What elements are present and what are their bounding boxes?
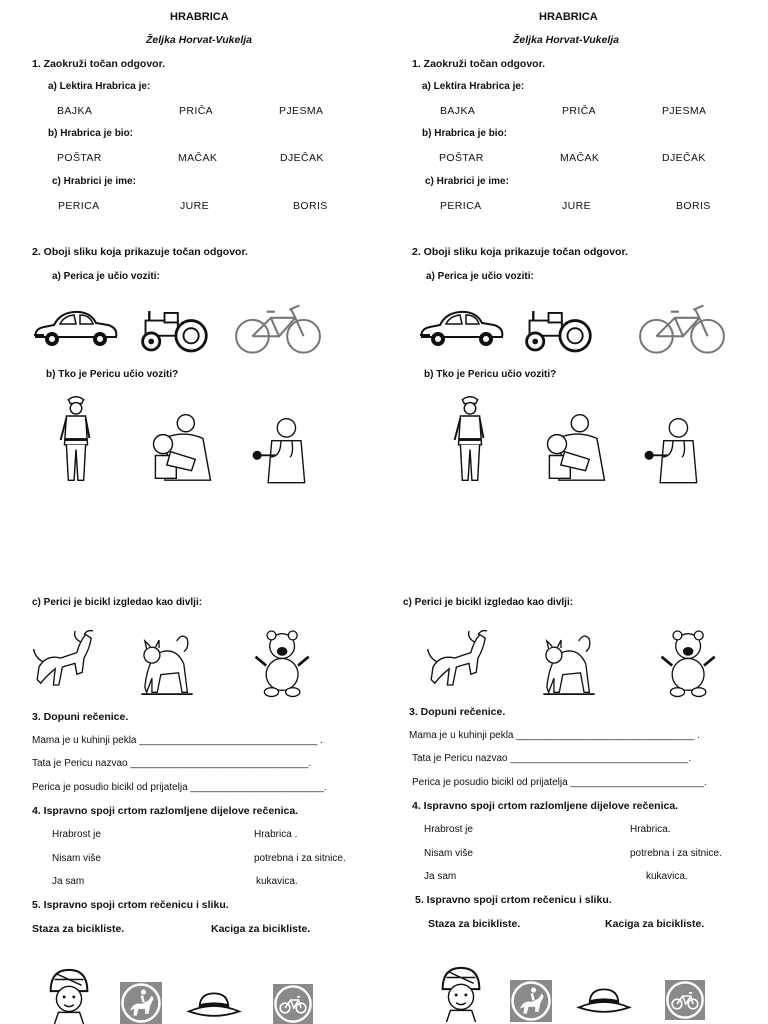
q1c-option-3[interactable]: BORIS (676, 200, 711, 212)
q1a-option-1[interactable]: BAJKA (57, 105, 93, 117)
q1b-option-3[interactable]: DJEČAK (662, 152, 706, 164)
policeman-icon[interactable] (56, 392, 96, 488)
q1a-option-3[interactable]: PJESMA (662, 105, 707, 117)
q5-item-1[interactable]: Staza za bicikliste. (32, 923, 125, 935)
q2b-label: b) Tko je Pericu učio voziti? (424, 369, 557, 380)
q2-heading: 2. Oboji sliku koja prikazuje točan odgovor. (412, 246, 628, 258)
tractor-icon[interactable] (520, 306, 596, 356)
q4-left-3[interactable]: Ja sam (424, 871, 457, 882)
q4-right-3[interactable]: kukavica. (256, 876, 298, 887)
q2c-label: c) Perici je bicikl izgledao kao divlji: (32, 597, 203, 608)
father-reading-icon[interactable] (538, 406, 614, 486)
tractor-icon[interactable] (136, 306, 212, 356)
bicycle-icon[interactable] (232, 294, 324, 358)
q3-sentence-1[interactable]: Mama je u kuhinji pekla ________________________________ . (32, 735, 323, 746)
q3-sentence-3[interactable]: Perica je posudio bicikl od prijatelja ________________________. (412, 777, 707, 788)
q4-heading: 4. Ispravno spoji crtom razlomljene dijelove rečenica. (32, 805, 299, 817)
car-icon[interactable] (416, 302, 506, 354)
q1a-option-2[interactable]: PRIČA (179, 105, 214, 117)
q1a-option-2[interactable]: PRIČA (562, 105, 597, 117)
helmet-kid-icon[interactable] (436, 964, 486, 1022)
q2a-label: a) Perica je učio voziti: (52, 271, 160, 282)
bicycle-sign-icon[interactable] (660, 980, 710, 1020)
car-icon[interactable] (30, 302, 120, 354)
q1b-label: b) Hrabrica je bio: (48, 128, 134, 139)
q3-heading: 3. Dopuni rečenice. (32, 711, 129, 723)
worksheet-right (384, 0, 768, 1024)
q1b-option-2[interactable]: MAČAK (178, 152, 218, 164)
q4-heading: 4. Ispravno spoji crtom razlomljene dijelove rečenica. (412, 800, 679, 812)
policeman-icon[interactable] (450, 392, 490, 488)
q3-heading: 3. Dopuni rečenice. (409, 706, 506, 718)
q1c-label: c) Hrabrici je ime: (425, 176, 509, 187)
horse-rider-sign-icon[interactable] (506, 980, 556, 1022)
doctor-icon[interactable] (248, 410, 312, 486)
hat-icon[interactable] (186, 988, 242, 1024)
q1c-option-1[interactable]: PERICA (440, 200, 482, 212)
cat-icon[interactable] (538, 628, 600, 700)
worksheet-title: HRABRICA (539, 11, 598, 23)
q1c-option-2[interactable]: JURE (562, 200, 592, 212)
q4-right-1[interactable]: Hrabrica. (630, 824, 671, 835)
q4-right-1[interactable]: Hrabrica . (254, 829, 298, 840)
doctor-icon[interactable] (640, 410, 704, 486)
q2c-label: c) Perici je bicikl izgledao kao divlji: (403, 597, 574, 608)
q4-right-2[interactable]: potrebna i za sitnice. (254, 853, 346, 864)
father-reading-icon[interactable] (144, 406, 220, 486)
q1b-option-1[interactable]: POŠTAR (439, 152, 484, 164)
q5-heading: 5. Ispravno spoji crtom rečenicu i sliku. (415, 894, 612, 906)
horse-icon[interactable] (424, 620, 496, 696)
q1a-label: a) Lektira Hrabrica je: (422, 81, 525, 92)
q1c-option-1[interactable]: PERICA (58, 200, 100, 212)
q4-left-1[interactable]: Hrabrost je (52, 829, 101, 840)
q1c-label: c) Hrabrici je ime: (52, 176, 136, 187)
q2a-label: a) Perica je učio voziti: (426, 271, 534, 282)
q1c-option-3[interactable]: BORIS (293, 200, 328, 212)
q3-sentence-1[interactable]: Mama je u kuhinji pekla ________________________________ . (409, 730, 700, 741)
helmet-kid-icon[interactable] (44, 966, 94, 1024)
q1b-option-1[interactable]: POŠTAR (57, 152, 102, 164)
bear-icon[interactable] (252, 624, 314, 700)
q3-sentence-3[interactable]: Perica je posudio bicikl od prijatelja ________________________. (32, 782, 327, 793)
q5-item-2[interactable]: Kaciga za bicikliste. (211, 923, 311, 935)
cat-icon[interactable] (136, 628, 198, 700)
q2b-label: b) Tko je Pericu učio voziti? (46, 369, 179, 380)
q1b-option-3[interactable]: DJEČAK (280, 152, 324, 164)
hat-icon[interactable] (576, 984, 632, 1020)
worksheet-author: Željka Horvat-Vukelja (513, 34, 620, 46)
q1b-option-2[interactable]: MAČAK (560, 152, 600, 164)
horse-rider-sign-icon[interactable] (116, 982, 166, 1024)
q2-heading: 2. Oboji sliku koja prikazuje točan odgovor. (32, 246, 248, 258)
q1-heading: 1. Zaokruži točan odgovor. (32, 58, 166, 70)
bicycle-sign-icon[interactable] (268, 984, 318, 1024)
q5-item-2[interactable]: Kaciga za bicikliste. (605, 918, 705, 930)
bear-icon[interactable] (658, 624, 720, 700)
q1c-option-2[interactable]: JURE (180, 200, 210, 212)
q4-left-3[interactable]: Ja sam (52, 876, 85, 887)
q1-heading: 1. Zaokruži točan odgovor. (412, 58, 546, 70)
worksheet-title: HRABRICA (170, 11, 229, 23)
q4-left-2[interactable]: Nisam više (52, 853, 101, 864)
q1a-label: a) Lektira Hrabrica je: (48, 81, 151, 92)
q1a-option-1[interactable]: BAJKA (440, 105, 476, 117)
bicycle-icon[interactable] (636, 294, 728, 358)
q3-sentence-2[interactable]: Tata je Pericu nazvao ________________________________. (412, 753, 692, 764)
q4-right-2[interactable]: potrebna i za sitnice. (630, 848, 722, 859)
horse-icon[interactable] (30, 620, 102, 696)
q4-left-2[interactable]: Nisam više (424, 848, 473, 859)
q1a-option-3[interactable]: PJESMA (279, 105, 324, 117)
q4-right-3[interactable]: kukavica. (646, 871, 688, 882)
q5-heading: 5. Ispravno spoji crtom rečenicu i sliku. (32, 899, 229, 911)
q5-item-1[interactable]: Staza za bicikliste. (428, 918, 521, 930)
worksheet-author: Željka Horvat-Vukelja (146, 34, 253, 46)
q3-sentence-2[interactable]: Tata je Pericu nazvao ________________________________. (32, 758, 312, 769)
q4-left-1[interactable]: Hrabrost je (424, 824, 473, 835)
q1b-label: b) Hrabrica je bio: (422, 128, 508, 139)
